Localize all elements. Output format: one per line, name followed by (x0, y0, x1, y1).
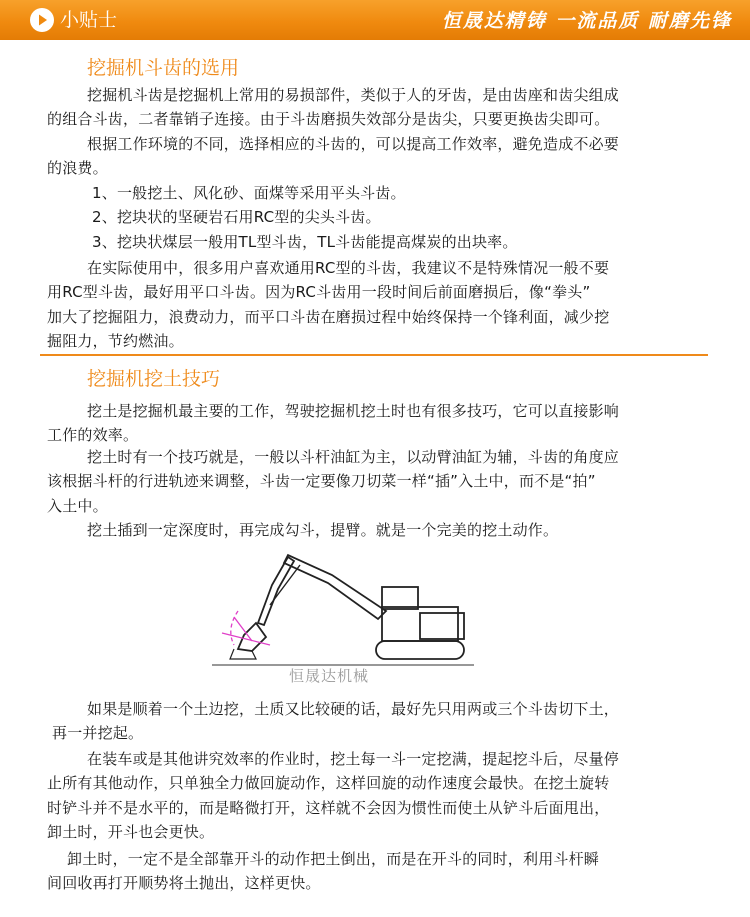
watermark-caption: 恒晟达机械 (289, 667, 370, 685)
text-line: 再一并挖起。 (52, 724, 144, 743)
top-banner (0, 0, 750, 40)
section-divider (40, 354, 708, 356)
track (376, 641, 464, 659)
trajectory-line (231, 611, 238, 645)
banner-title: 小贴士 (60, 9, 118, 31)
text-line: 的浪费。 (47, 159, 108, 178)
text-line: 挖土是挖掘机最主要的工作，驾驶挖掘机挖土时也有很多技巧，它可以直接影响 (87, 402, 620, 420)
arm (258, 557, 294, 625)
cab (382, 587, 418, 609)
text-line: 在装车或是其他讲究效率的作业时，挖土每一斗一定挖满，提起挖斗后，尽量停 (87, 750, 620, 768)
section2-paragraph-5 (47, 747, 619, 844)
text-line: 在实际使用中，很多用户喜欢通用RC型的斗齿，我建议不是特殊情况一般不要 (87, 259, 610, 277)
section2-paragraph-2 (47, 445, 619, 518)
list-item: 3、挖块状煤层一般用TL型斗齿，TL斗齿能提高煤炭的出块率。 (92, 232, 518, 251)
section1-paragraph-2 (47, 132, 619, 181)
text-line: 入土中。 (47, 496, 108, 515)
section2-paragraph-4 (47, 697, 619, 746)
text-line: 工作的效率。 (47, 426, 139, 445)
section1-list (92, 181, 518, 254)
list-item: 2、挖块状的坚硬岩石用RC型的尖头斗齿。 (92, 208, 381, 227)
text-line: 挖土插到一定深度时，再完成勾斗，提臂。就是一个完美的挖土动作。 (87, 521, 559, 539)
text-line: 挖土时有一个技巧就是，一般以斗杆油缸为主，以动臂油缸为辅，斗齿的角度应 (87, 448, 620, 466)
section2-paragraph-6 (47, 847, 599, 896)
cylinder (270, 565, 300, 605)
text-line: 挖掘机斗齿是挖掘机上常用的易损部件，类似于人的牙齿，是由齿座和齿尖组成 (87, 86, 620, 104)
play-circle-icon (30, 8, 54, 32)
text-line: 的组合斗齿，二者靠销子连接。由于斗齿磨损失效部分是齿尖，只要更换齿尖即可。 (47, 110, 610, 129)
section2-paragraph-3 (47, 518, 558, 542)
text-line: 止所有其他动作，只单独全力做回旋动作，这样回旋的动作速度会最快。在挖土旋转 (47, 774, 610, 793)
text-line: 该根据斗杆的行进轨迹来调整，斗齿一定要像刀切菜一样“插”入土中，而不是“拍” (47, 472, 596, 491)
text-line: 卸土时，一定不是全部靠开斗的动作把土倒出，而是在开斗的同时，利用斗杆瞬 (67, 850, 600, 868)
text-line: 根据工作环境的不同，选择相应的斗齿的，可以提高工作效率，避免造成不必要 (87, 135, 620, 153)
text-line: 时铲斗并不是水平的，而是略微打开，这样就不会因为惯性而使土从铲斗后面甩出， (47, 798, 610, 817)
text-line: 如果是顺着一个土边挖，土质又比较硬的话，最好先只用两或三个斗齿切下土， (87, 700, 620, 718)
text-line: 卸土时，开斗也会更快。 (47, 822, 215, 841)
section1-paragraph-3 (47, 256, 609, 353)
boom (284, 555, 386, 619)
text-line: 间回收再打开顺势将土抛出，这样更快。 (47, 874, 321, 893)
text-line: 加大了挖掘阻力，浪费动力，而平口斗齿在磨损过程中始终保持一个锋利面，减少挖 (47, 307, 610, 326)
section1-paragraph-1 (47, 83, 619, 132)
banner-slogan: 恒晟达精铸 一流品质 耐磨先锋 (441, 10, 732, 32)
list-item: 1、一般挖土、风化砂、面煤等采用平头斗齿。 (92, 184, 406, 202)
section2-paragraph-1 (47, 399, 619, 448)
text-line: 掘阻力，节约燃油。 (47, 331, 184, 350)
section1-heading: 挖掘机斗齿的选用 (87, 57, 240, 79)
text-line: 用RC型斗齿，最好用平口斗齿。因为RC斗齿用一段时间后前面磨损后，像“拳头” (47, 283, 591, 302)
section2-heading: 挖掘机挖土技巧 (87, 368, 221, 390)
